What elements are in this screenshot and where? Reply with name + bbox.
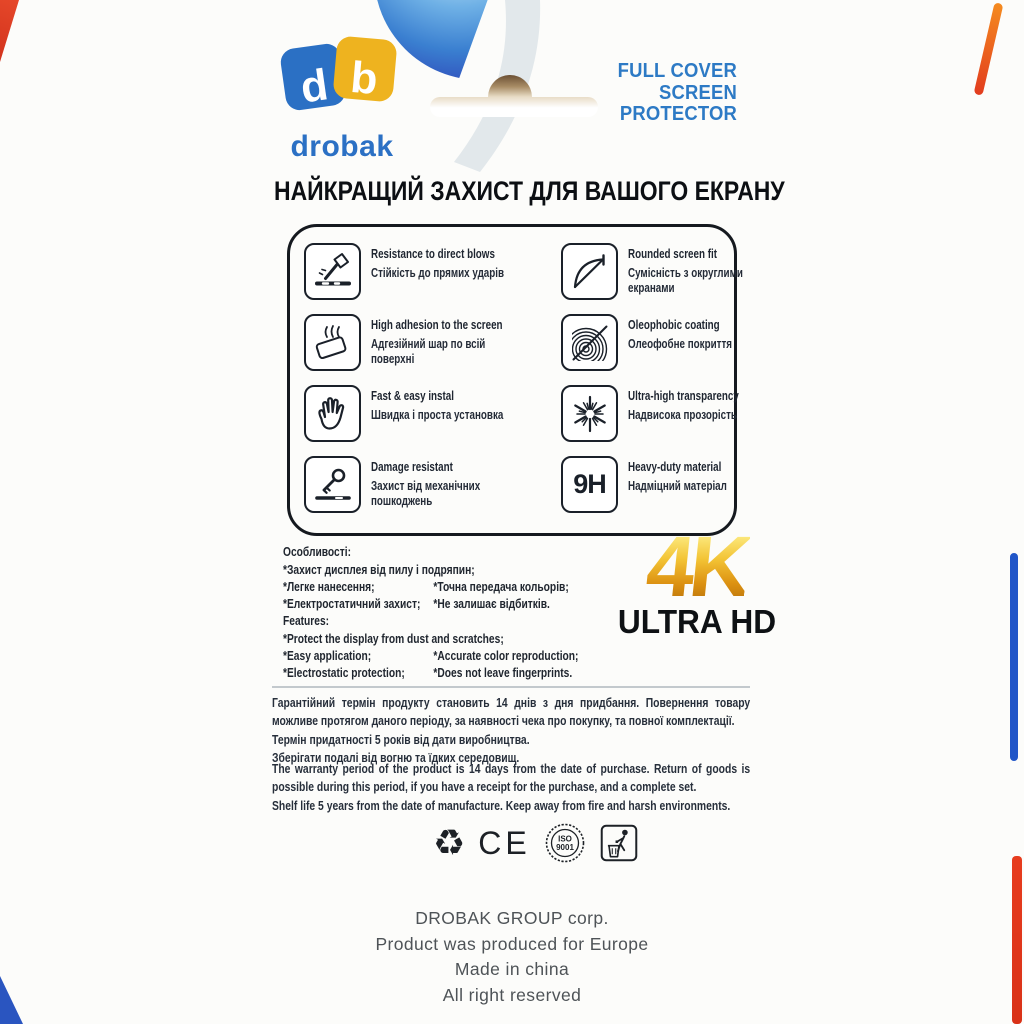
features-list-en — [283, 612, 603, 681]
warranty-ua — [272, 694, 750, 768]
feature-subtitle: Швидка і проста установка — [371, 407, 504, 422]
features-en-line: *Protect the display from dust and scratches; — [283, 631, 504, 646]
footer-made-in: Made in china — [454, 959, 570, 979]
feature-title: Fast & easy instal — [371, 389, 454, 403]
badge-4k-sub: ULTRA HD — [617, 602, 777, 640]
features-en-item: *Accurate color reproduction; — [433, 648, 579, 663]
logo-squares — [283, 36, 403, 128]
product-title-line: FULL COVER — [617, 59, 737, 82]
feature-subtitle: Сумісність з округлими екранами — [628, 265, 743, 296]
feature-cell-transparency — [561, 385, 810, 456]
edge-accent-top-left — [0, 0, 19, 62]
recycle-icon: ♻ — [433, 822, 466, 863]
feature-title: Oleophobic coating — [628, 318, 720, 332]
certification-row — [433, 820, 639, 866]
warranty-ua-p2: Термін придатності 5 років від дати виробництва. — [272, 731, 530, 747]
svg-text:ISO: ISO — [557, 834, 572, 844]
feature-cell-install — [304, 385, 553, 456]
features-ua-item: *Точна передача кольорів; — [433, 579, 569, 594]
edge-accent-right-blue — [1010, 553, 1018, 761]
features-en-title: Features: — [283, 613, 330, 628]
hammer-icon — [304, 243, 361, 300]
logo-square-yellow — [332, 36, 397, 103]
fingerprint-icon — [561, 314, 618, 371]
footer-company: DROBAK GROUP corp. — [415, 908, 609, 928]
features-en-item: *Does not leave fingerprints. — [433, 665, 573, 680]
nine-h-badge — [561, 456, 618, 513]
feature-title: Resistance to direct blows — [371, 247, 495, 261]
badge-4k-main: 4K — [642, 519, 753, 615]
features-ua-item: *Легке нанесення; — [283, 579, 375, 594]
feature-title: High adhesion to the screen — [371, 318, 503, 332]
footer-rights: All right reserved — [442, 984, 582, 1005]
warranty-ua-p1: Гарантійний термін продукту становить 14 днів з дня придбання. Повернення товару можливе протягом даного періоду, за наявності чека про покупку, та повної комплектації. — [272, 695, 751, 729]
feature-title: Damage resistant — [371, 460, 453, 474]
features-ua-item: *Електростатичний захист; — [283, 596, 421, 611]
feature-cell-adhesion — [304, 314, 553, 385]
feature-box — [287, 224, 743, 536]
hand-icon — [304, 385, 361, 442]
features-ua-title: Особливості: — [283, 544, 352, 559]
edge-accent-top-right — [974, 2, 1004, 96]
warranty-en-p2: Shelf life 5 years from the date of manufacture. Keep away from fire and harsh environments. — [272, 797, 731, 813]
feature-cell-rounded — [561, 243, 810, 314]
feature-subtitle: Надвисока прозорість — [628, 407, 737, 422]
svg-text:9001: 9001 — [555, 843, 574, 852]
feature-subtitle: Захист від механічних пошкоджень — [371, 478, 481, 509]
features-list-ua — [283, 543, 603, 612]
warranty-en-p1: The warranty period of the product is 14 days from the date of purchase. Return of goods is possible during this period, if you have a receipt for the purchase, and a complete set. — [272, 761, 751, 795]
warranty-en — [272, 760, 750, 815]
feature-subtitle: Надміцний матеріал — [628, 478, 727, 493]
nine-h-label: 9H — [573, 469, 606, 499]
feature-title: Rounded screen fit — [628, 247, 717, 261]
rounded-corner-icon — [561, 243, 618, 300]
feature-cell-oleophobic — [561, 314, 810, 385]
features-ua-item: *Не залишає відбитків. — [433, 596, 550, 611]
logo-letter-b: b — [348, 53, 380, 105]
logo-letter-d: d — [297, 60, 332, 113]
adhesion-icon — [304, 314, 361, 371]
feature-title: Ultra-high transparency — [628, 389, 739, 403]
key-icon — [304, 456, 361, 513]
product-title — [539, 60, 737, 125]
product-title-line: PROTECTOR — [619, 102, 737, 125]
divider-line — [272, 686, 750, 688]
disposal-icon — [599, 822, 639, 864]
features-ua-line: *Захист дисплея від пилу і подряпин; — [283, 562, 475, 577]
features-en-item: *Electrostatic protection; — [283, 665, 405, 680]
product-title-line: SCREEN — [659, 80, 737, 104]
iso-9001-seal — [544, 822, 586, 864]
features-en-item: *Easy application; — [283, 648, 372, 663]
feature-subtitle: Олеофобне покриття — [628, 336, 732, 351]
tagline: НАЙКРАЩИЙ ЗАХИСТ ДЛЯ ВАШОГО ЕКРАНУ — [274, 176, 785, 206]
footer-produced-for: Product was produced for Europe — [375, 933, 649, 954]
feature-title: Heavy-duty material — [628, 460, 722, 474]
brand-logo — [283, 36, 413, 164]
feature-cell-resistance — [304, 243, 553, 314]
footer — [0, 906, 1024, 1008]
logo-wordmark: drobak — [290, 130, 394, 163]
badge-4k — [608, 519, 786, 641]
feature-subtitle: Адгезійний шар по всій поверхні — [371, 336, 486, 367]
feature-cell-material — [561, 456, 810, 527]
feature-subtitle: Стійкість до прямих ударів — [371, 265, 505, 280]
starburst-icon — [561, 385, 618, 442]
edge-accent-right-red — [1012, 856, 1022, 1024]
feature-cell-damage — [304, 456, 553, 527]
warranty-ua-p3: Зберігати подалі від вогню та їдких середовищ. — [272, 750, 520, 766]
ce-mark: CE — [478, 824, 531, 861]
